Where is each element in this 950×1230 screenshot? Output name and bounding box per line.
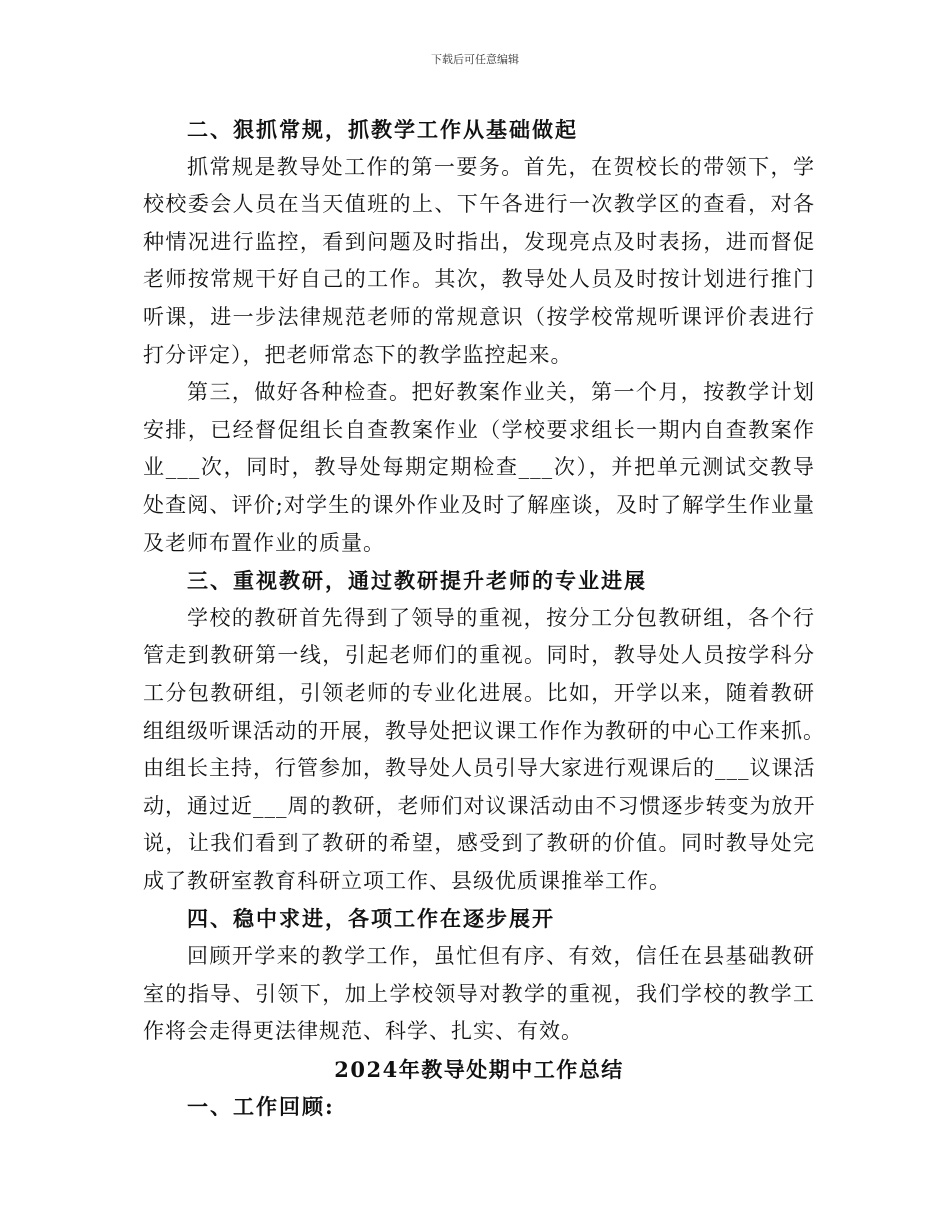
text-line: 动，通过近___周的教研，老师们对议课活动由不习惯逐步转变为放开: [143, 793, 816, 818]
section-2-paragraph-2: [143, 374, 815, 562]
text-line: 由组长主持，行管参加，教导处人员引导大家进行观课后的___议课活: [143, 756, 816, 781]
text-line: 第三，做好各种检查。把好教案作业关，第一个月，按教学计划: [187, 380, 815, 405]
section-3-paragraph-1: [143, 600, 825, 901]
text-line: 成了教研室教育科研立项工作、县级优质课推举工作。: [143, 868, 671, 893]
text-line: 老师按常规干好自己的工作。其次，教导处人员及时按计划进行推门: [143, 267, 815, 292]
text-line: 工分包教研组，引领老师的专业化进展。比如，开学以来，随着教研: [143, 680, 815, 705]
text-line: 种情况进行监控，看到问题及时指出，发现亮点及时表扬，进而督促: [143, 229, 815, 254]
text-line: 安排，已经督促组长自查教案作业（学校要求组长一期内自查教案作: [143, 417, 815, 442]
text-line: 管走到教研第一线，引起老师们的重视。同时，教导处人员按学科分: [143, 643, 815, 668]
section-2-heading: 二、狠抓常规，抓教学工作从基础做起: [187, 117, 578, 142]
text-line: 回顾开学来的教学工作，虽忙但有序、有效，信任在县基础教研: [187, 944, 815, 969]
section-1-heading: 一、工作回顾:: [187, 1094, 335, 1120]
text-line: 听课，进一步法律规范老师的常规意识（按学校常规听课评价表进行: [143, 304, 815, 329]
text-line: 打分评定），把老师常态下的教学监控起来。: [143, 342, 573, 367]
section-2-paragraph-1: [143, 149, 815, 375]
text-line: 及老师布置作业的质量。: [143, 530, 385, 555]
text-line: 抓常规是教导处工作的第一要务。首先，在贺校长的带领下，学: [187, 154, 815, 179]
text-line: 处查阅、评价;对学生的课外作业及时了解座谈，及时了解学生作业量: [143, 492, 815, 517]
text-line: 组组级听课活动的开展，教导处把议课工作作为教研的中心工作来抓。: [143, 718, 825, 743]
page-header: 下载后可任意编辑: [431, 53, 519, 66]
section-4-paragraph-1: [143, 938, 815, 1051]
section-3-heading: 三、重视教研，通过教研提升老师的专业进展: [187, 568, 647, 594]
document-body: [143, 111, 825, 1126]
text-line: 说，让我们看到了教研的希望，感受到了教研的价值。同时教导处完: [143, 831, 815, 856]
section-4-heading: 四、稳中求进，各项工作在逐步展开: [187, 906, 555, 932]
text-line: 室的指导、引领下，加上学校领导对教学的重视，我们学校的教学工: [143, 981, 815, 1006]
text-line: 作将会走得更法律规范、科学、扎实、有效。: [143, 1019, 583, 1044]
text-line: 学校的教研首先得到了领导的重视，按分工分包教研组，各个行: [187, 605, 815, 630]
text-line: 校校委会人员在当天值班的上、下午各进行一次教学区的查看，对各: [143, 192, 815, 217]
document-title: 2024年教导处期中工作总结: [334, 1056, 624, 1082]
text-line: 业___次，同时，教导处每期定期检查___次），并把单元测试交教导: [143, 455, 815, 480]
